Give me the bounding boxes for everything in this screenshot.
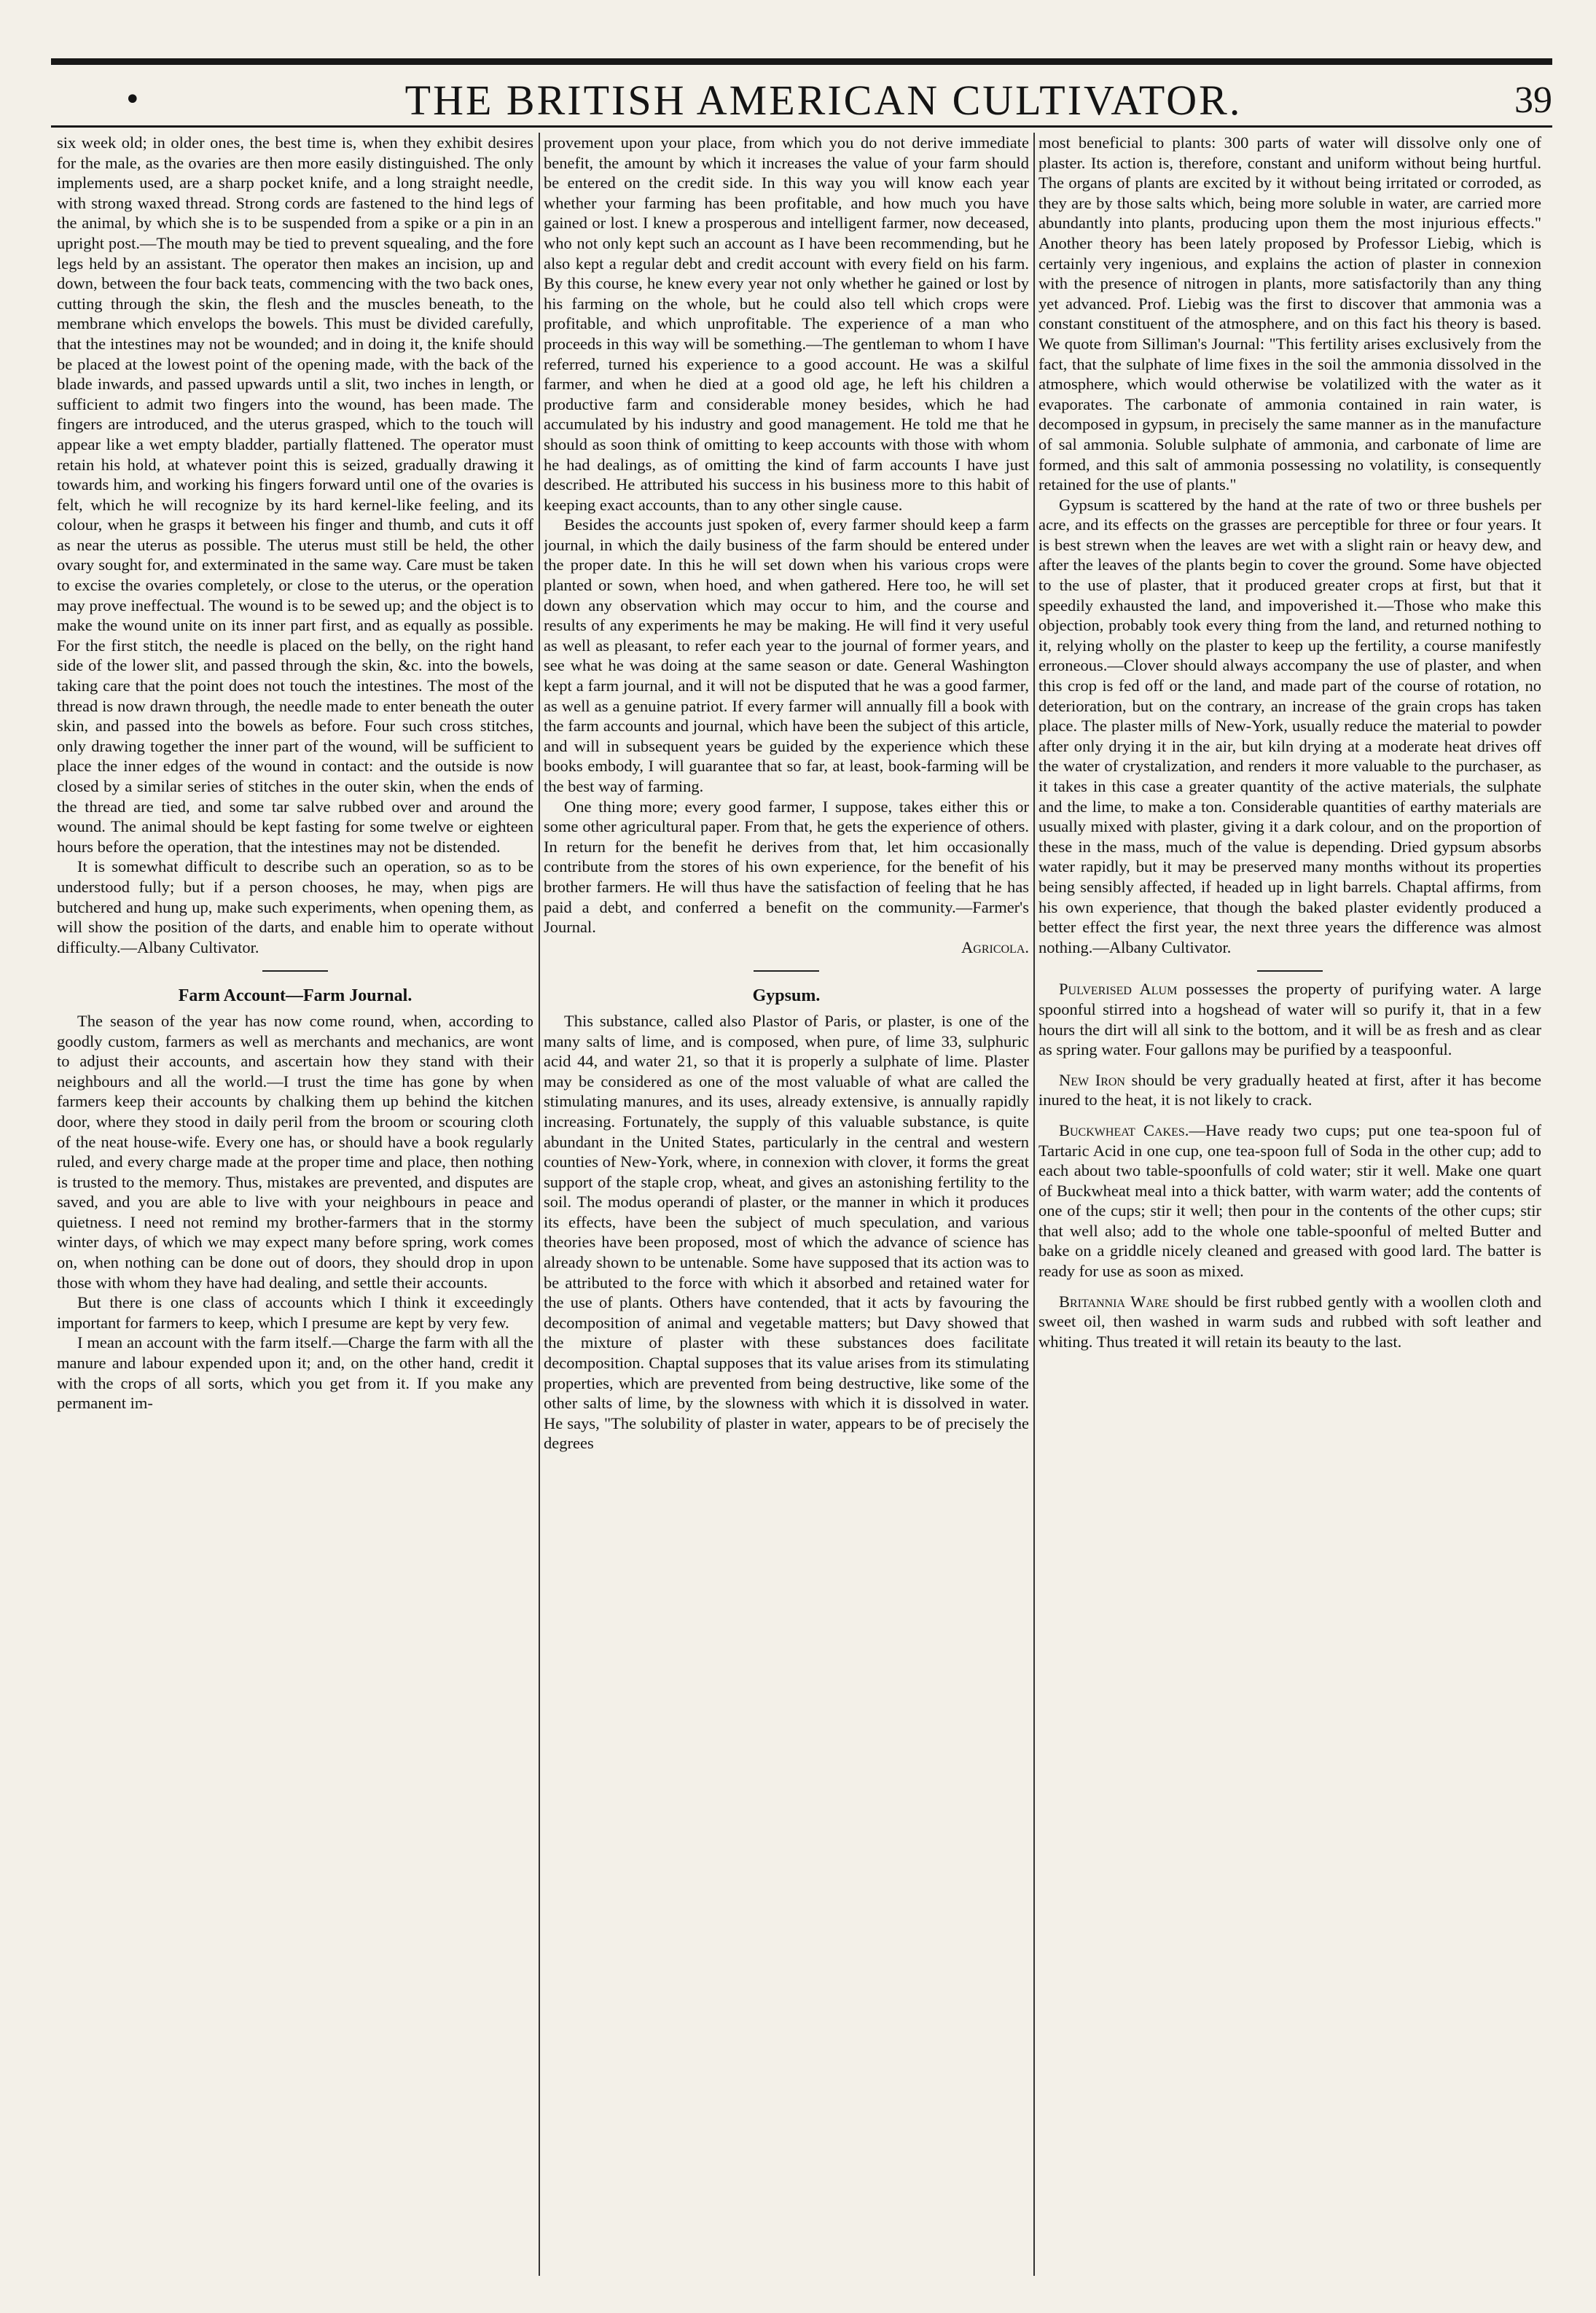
britannia-item bbox=[1038, 1292, 1541, 1352]
farm-account-paragraph: But there is one class of accounts which I think it exceedingly important for farmers to keep, which I presume are kept by very few. bbox=[57, 1293, 533, 1332]
masthead-dot: • bbox=[124, 83, 141, 117]
masthead-bottom-rule bbox=[51, 125, 1552, 128]
farm-account-continued: provement upon your place, from which you do not derive immediate benefit, the amount by which it increases the value of your farm should be entered on the credit side. In this way you will know each year whether your farming has been profitable, and how much you have gained or lost. I knew a prosperous and intelligent farmer, now deceased, who not only kept such an account as I have been recommending, but he also kept a regular debt and credit account with every field on his farm. By this course, he knew every year not only whether he gained or lost by his farming on the whole, but he could also tell which crops were profitable, and which unprofitable. The experience of a man who proceeds in this way will be something.—The gentleman to whom I have referred, turned his experience to a good account. He was a skilful farmer, and when he died at a good old age, he left his children a productive farm and considerable money besides, which he had accumulated by his industry and good management. He told me that he should as soon think of omitting to keep accounts with those with whom he had dealings, as of omitting the kind of farm accounts I have just described. He attributed his success in his business more to this habit of keeping exact accounts, than to any other single cause. bbox=[544, 133, 1029, 514]
column-divider bbox=[539, 133, 540, 2276]
farm-account-paragraph: I mean an account with the farm itself.—Charge the farm with all the manure and labour expended upon it; and, on the other hand, credit it with the crops of all sorts, which you get from it. If you make any permanent im- bbox=[57, 1333, 533, 1413]
iron-item bbox=[1038, 1070, 1541, 1110]
gypsum-continued: most beneficial to plants: 300 parts of water will dissolve only one of plaster. Its action is, therefore, constant and uniform without being hurtful. The organs of plants are excited by it without being irritated or corroded, as they are by those salts which, being more soluble in water, are carried more abundantly into plants, producing upon them the most injurious effects." Another theory has been lately proposed by Professor Liebig, which is certainly very ingenious, and explains the action of plaster in connexion with the presence of nitrogen in plants, more satisfactorily than any thing yet advanced. Prof. Liebig was the first to discover that ammonia was a constant constituent of the atmosphere, and on this fact his theory is based. We quote from Silliman's Journal: "This fertility arises exclusively from the fact, that the sulphate of lime fixes in the soil the ammonia dissolved in the atmosphere, which would otherwise be volatilized with the water as it evaporates. The carbonate of ammonia contained in rain water, is decomposed in gypsum, in precisely the same manner as in the manufacture of sal ammonia. Soluble sulphate of ammonia, and carbonate of lime are formed, and this salt of ammonia possessing no volatility, is consequently retained for the use of plants." bbox=[1038, 133, 1541, 494]
masthead-title: THE BRITISH AMERICAN CULTIVATOR. bbox=[404, 76, 1243, 124]
britannia-text: should be first rubbed gently with a woollen cloth and sweet oil, then washed in warm suds and rubbed with soft leather and whiting. Thus treated it will retain its beauty to the last. bbox=[1038, 1292, 1541, 1351]
section-rule bbox=[262, 970, 328, 972]
alum-lead: Pulverised Alum bbox=[1059, 980, 1178, 999]
farm-journal-paragraph: Besides the accounts just spoken of, every farmer should keep a farm journal, in which the daily business of the farm should be entered under the proper date. In this he will set down when his various crops were planted or sown, when hoed, and when gathered. Here too, he will set down any observation which may occur to him, and the course and results of any experiments he may be making. He will find it very useful as well as pleasant, to refer each year to the journal of former years, and see what he was doing at the same season or date. General Washington kept a farm journal, and it will not be disputed that he was a good farmer, as well as a genuine patriot. If every farmer will annually fill a book with the farm accounts and journal, which have been the subject of this article, and will in subsequent years be guided by the experience which these books embody, I will guarantee that so far, at least, book-farming will be the best way of farming. bbox=[544, 515, 1029, 795]
buckwheat-lead: Buckwheat Cakes. bbox=[1059, 1120, 1189, 1139]
gypsum-heading: Gypsum. bbox=[752, 986, 821, 1006]
gypsum-paragraph: Gypsum is scattered by the hand at the rate of two or three bushels per acre, and its effects on the grasses are perceptible for three or four years. It is best strewn when the leaves are wet with a slight rain or heavy dew, and after the leaves of the plants begin to cover the ground. Some have objected to the use of plaster, that it produced greater crops at first, but that it speedily exhausted the land, and impoverished it.—Those who make this objection, probably took every thing from the land, and returned nothing to it, relying wholly on the plaster to keep up the fertility, a course manifestly erroneous.—Clover should always accompany the use of plaster, and when this crop is fed off or the land, and made part of the course of rotation, no deterioration, but on the contrary, an increase of the grain crops has taken place. The plaster mills of New-York, usually reduce the material to powder after only drying it in the air, but kiln drying at a moderate heat drives off the water of crystalization, and renders it more valuable to the purchaser, as it takes in this case a greater quantity of the active materials, the sulphate and the lime, to make a ton. Considerable quantities of earthy materials are usually mixed with plaster, giving it a dark colour, and on the proportion of these in the mass, much of the value is depending. Dried gypsum absorbs water rapidly, but it may be preserved many months without its properties being sensibly affected, if headed up in light barrels. Chaptal affirms, from his own experience, that though the baked plaster evidently produced a better effect the first year, the next three years the difference was almost nothing.—Albany Cultivator. bbox=[1038, 495, 1541, 956]
masthead bbox=[51, 76, 1552, 124]
farm-account-paragraph: The season of the year has now come round, when, according to goodly custom, farmers as well as merchants and mechanics, are wont to adjust their accounts, and ascertain how they stand with their neighbours and all the world.—I trust the time has gone by when farmers keep their accounts by chalking them up behind the kitchen door, where they stood in daily peril from the broom or scouring cloth of the neat house-wife. Every one has, or should have a book regularly ruled, and every charge made at the proper time and place, then nothing is trusted to the memory. Thus, mistakes are prevented, and disputes are saved, and you are able to live with your neighbours in peace and quietness. I need not remind my brother-farmers that in the stormy winter days, of which we may expect many before spring, work comes on, when nothing can be done out of doors, they should drop in upon those with whom they have had dealing, and settle their accounts. bbox=[57, 1011, 533, 1292]
iron-lead: New Iron bbox=[1059, 1070, 1125, 1089]
buckwheat-item bbox=[1038, 1120, 1541, 1282]
spaying-text: six week old; in older ones, the best time is, when they exhibit desires for the male, as the ovaries are then more easily distinguished. The only implements used, are a sharp pocket knife, and a long straight needle, with strong waxed thread. Strong cords are fastened to the hind legs of the animal, by which she is to be suspended from a spike or a pin in an upright post.—The mouth may be tied to prevent squealing, and the fore legs held by an assistant. The operator then makes an incision, up and down, between the four back teats, commencing with the two back ones, cutting through the skin, the flesh and the muscles beneath, to the membrane which envelops the bowels. This must be divided carefully, that the intestines may not be wounded; and in doing it, the knife should be placed at the lowest point of the opening made, with the back of the blade inwards, and passed upwards until a slit, two inches in length, or sufficient to admit two fingers into the wound, has been made. The fingers are introduced, and the uterus grasped, which to the touch will appear like a wet empty bladder, partially flattened. The operator must retain his hold, at whatever point this is seized, gradually drawing it towards him, and working his fingers forward until one of the ovaries is felt, which he will recognize by its hard kernel-like feeling, and its colour, when he grasps it between his finger and thumb, and cuts it off as near the uterus as possible. The uterus must still be held, the other ovary sought for, and exterminated in the same way. Care must be taken to excise the ovaries completely, or close to the uterus, or the operation may prove ineffectual. The wound is to be sewed up; and the object is to make the wound unite on its inner part first, and as equally as possible. For the first stitch, the needle is placed on the belly, on the right hand side of the lower slit, and passed through the skin, &c. into the bowels, taking care that the point does not touch the intestines. The most of the thread is now drawn through, the needle made to enter beneath the outer skin, and passed into the bowels as before. Four such cross stitches, only drawing together the inner part of the wound, will be sufficient to place the inner edges of the wound in contact: and the outside is now closed by a similar series of stitches in the outer skin, when the ends of the thread are tied, and some tar salve rubbed over and around the wound. The animal should be kept fasting for some twelve or eighteen hours before the operation, that the intestines may not be distended. bbox=[57, 133, 533, 856]
farm-journal-paragraph: One thing more; every good farmer, I suppose, takes either this or some other agricultural paper. From that, he gets the experience of others. In return for the benefit he derives from that, let him occasionally contribute from the stores of his own experience, for the benefit of his brother farmers. He will thus have the satisfaction of feeling that he has paid a debt, and conferred a benefit on the community.—Farmer's Journal. bbox=[544, 797, 1029, 937]
signature-line bbox=[544, 937, 1029, 958]
column-1 bbox=[57, 133, 533, 2283]
column-3 bbox=[1038, 133, 1541, 2283]
column-divider bbox=[1033, 133, 1035, 2276]
iron-text: should be very gradually heated at first, after it has become inured to the heat, it is not likely to crack. bbox=[1038, 1070, 1541, 1109]
buckwheat-text: —Have ready two cups; put one tea-spoon ful of Tartaric Acid in one cup, one tea-spoon full of Soda in the other cup; add to each about two table-spoonfulls of cold water; stir it well. Make one quart of Buckwheat meal into a thick batter, with warm water; add the contents of one of the cups; stir it well; then pour in the contents of the other cups; stir that well also; add to the whole one table-spoonful of melted Butter and bake on a griddle nicely cleaned and greased with good lard. The batter is ready for use as soon as mixed. bbox=[1038, 1120, 1541, 1281]
spaying-conclusion: It is somewhat difficult to describe such an operation, so as to be understood fully; but if a person chooses, he may, when pigs are butchered and hung up, make such experiments, when opening them, as will show the position of the darts, and enable him to operate without difficulty.—Albany Cultivator. bbox=[57, 857, 533, 956]
alum-item bbox=[1038, 979, 1541, 1059]
farm-account-heading: Farm Account—Farm Journal. bbox=[178, 986, 412, 1006]
section-rule bbox=[1257, 970, 1323, 972]
britannia-lead: Britannia Ware bbox=[1059, 1292, 1170, 1311]
page-number: 39 bbox=[1514, 79, 1552, 121]
column-2 bbox=[544, 133, 1029, 2283]
gypsum-paragraph: This substance, called also Plastor of Paris, or plaster, is one of the many salts of lime, and is composed, when pure, of lime 33, sulphuric acid 44, and water 21, so that it is properly a sulphate of lime. Plaster may be considered as one of the most valuable of what are called the stimulating manures, and its uses, already extensive, is annually rapidly increasing. Fortunately, the supply of this valuable substance, is quite abundant in the United States, particularly in the central and western counties of New-York, where, in connexion with clover, it forms the great support of the staple crop, wheat, and gives an astonishing fertility to the soil. The modus operandi of plaster, or the manner in which it produces its effects, have been the subject of much speculation, and various theories have been proposed, most of which the advance of science has already shown to be untenable. Some have supposed that its action was to be attributed to the force with which it absorbed and retained water for the use of plants. Others have contended, that it acts by favouring the decomposition of animal and vegetable matters; but Davy showed that the mixture of plaster with these substances does facilitate decomposition. Chaptal supposes that its value arises from its stimulating properties, which are prevented from being destructive, like some of the other salts of lime, by the slowness with which it is dissolved in water. He says, "The solubility of plaster in water, appears to be of precisely the degrees bbox=[544, 1011, 1029, 1453]
section-rule bbox=[754, 970, 819, 972]
masthead-top-rule bbox=[51, 58, 1552, 65]
alum-text: possesses the property of purifying water. A large spoonful stirred into a hogshead of water will so purify it, that in a few hours the dirt will all sink to the bottom, and it will be as fresh and as clear as spring water. Four gallons may be purified by a teaspoonful. bbox=[1038, 980, 1541, 1059]
signature: Agricola. bbox=[961, 937, 1029, 956]
